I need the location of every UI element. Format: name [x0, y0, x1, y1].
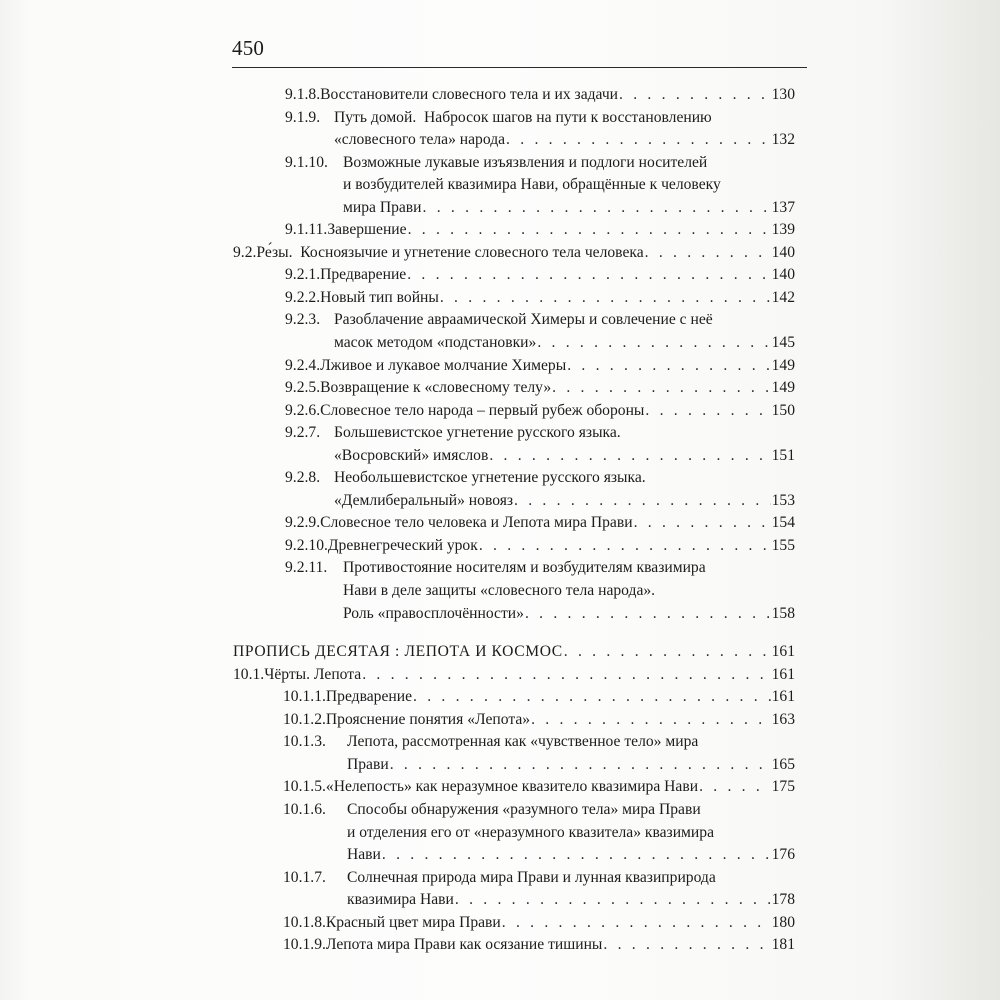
toc-entry-title: Лживое и лукавое молчание Химеры [320, 356, 567, 374]
toc-subsection [245, 264, 795, 287]
toc-entry-title: Лепота мира Прави как осязание тишины [325, 936, 603, 954]
toc-entry-number: 9.2.8. [285, 469, 321, 487]
table-of-contents [233, 84, 795, 957]
toc-subsection [245, 219, 795, 242]
toc-entry-title: мира Прави [343, 198, 422, 216]
toc-dot-leader [407, 264, 770, 287]
toc-entry-title: Предварение [320, 266, 407, 284]
toc-dot-leader [699, 776, 771, 799]
toc-subsection [245, 776, 795, 799]
toc-page-ref: 139 [771, 221, 795, 239]
page-number: 450 [232, 36, 265, 60]
toc-entry-number: 9.1.11. [285, 221, 328, 239]
toc-subsection [245, 799, 795, 867]
toc-entry-number: 10.1.3. [283, 733, 326, 751]
toc-subsection [245, 287, 795, 310]
toc-dot-leader [440, 287, 771, 310]
header-rule [232, 67, 807, 68]
toc-entry-title: Нави [347, 846, 381, 864]
toc-entry-number: 9.2.1. [285, 266, 321, 284]
toc-dot-leader [645, 242, 771, 265]
toc-subsection [245, 84, 795, 107]
toc-entry-title: «Восровский» имяслов [334, 446, 489, 464]
toc-dot-leader [362, 664, 770, 687]
toc-entry-number: 10.1.8. [283, 913, 326, 931]
toc-section [233, 664, 795, 687]
toc-dot-leader [382, 844, 771, 867]
toc-entry-title: квазимира Нави [347, 891, 454, 909]
toc-entry-title: Ре́зы. Косноязычие и угнетение словесного тела человека [256, 243, 644, 261]
toc-dot-leader [455, 889, 771, 912]
toc-page-ref: 140 [771, 266, 795, 284]
toc-subsection [245, 686, 795, 709]
toc-subsection [245, 535, 795, 558]
toc-entry-title: Противостояние носителям и возбудителям квазимира [343, 559, 706, 577]
toc-subsection [245, 512, 795, 535]
toc-dot-leader [390, 754, 771, 777]
toc-entry-title: Возможные лукавые изъязвления и подлоги носителей [343, 153, 708, 171]
toc-entry-number: 9.2.6. [285, 401, 321, 419]
toc-page-ref: 161 [771, 665, 795, 683]
toc-entry-number: 10.1. [233, 665, 265, 683]
toc-entry-title: «словесного тела» народа [334, 131, 506, 149]
toc-page-ref: 158 [771, 604, 795, 622]
toc-page-ref: 130 [771, 86, 795, 103]
toc-entry-title: Нави в деле защиты «словесного тела народа». [343, 582, 656, 600]
toc-entry-number: 9.2.2. [285, 288, 321, 306]
toc-page-ref: 175 [771, 778, 795, 796]
toc-subsection [245, 152, 795, 220]
toc-subsection [245, 709, 795, 732]
toc-entry-number: 10.1.1. [283, 688, 326, 706]
toc-dot-leader [603, 934, 770, 957]
toc-entry-number: 9.1.9. [285, 108, 321, 126]
toc-entry-number: 9.1.10. [285, 153, 328, 171]
toc-page-ref: 161 [771, 643, 795, 661]
toc-subsection [245, 400, 795, 423]
toc-entry-title: и отделения его от «неразумного квазитела» квазимира [347, 823, 714, 841]
toc-page-ref: 140 [771, 243, 795, 261]
toc-entry-title: Разоблачение авраамической Химеры и совлечение с неё [334, 311, 713, 329]
toc-page-ref: 150 [771, 401, 795, 419]
toc-subsection [245, 355, 795, 378]
toc-entry-title: «Нелепость» как неразумное квазитело квазимира Нави [325, 778, 699, 796]
toc-page-ref: 161 [771, 688, 795, 706]
toc-dot-leader [564, 641, 771, 664]
toc-entry-title: Возвращение к «словесному телу» [320, 379, 552, 397]
toc-entry-title: Древнегреческий урок [327, 536, 478, 554]
toc-page-ref: 163 [771, 710, 795, 728]
toc-page-ref: 145 [771, 334, 795, 352]
toc-entry-number: 9.2.4. [285, 356, 321, 374]
toc-subsection [245, 422, 795, 467]
toc-dot-leader [645, 400, 770, 423]
toc-entry-number: 9.2.11. [285, 559, 328, 577]
toc-entry-title: Необольшевистское угнетение русского языка. [334, 469, 646, 487]
toc-subsection [245, 377, 795, 400]
toc-subsection [245, 467, 795, 512]
toc-page-ref: 132 [771, 131, 795, 149]
toc-dot-leader [423, 197, 771, 220]
toc-entry-title: «Демлиберальный» новояз [334, 491, 514, 509]
toc-entry-title: Восстановители словесного тела и их задачи [320, 86, 619, 103]
toc-subsection [245, 107, 795, 152]
toc-dot-leader [479, 535, 771, 558]
toc-entry-title: Словесное тело народа – первый рубеж обороны [320, 401, 645, 419]
toc-entry-title: Завершение [327, 221, 407, 239]
toc-page-ref: 137 [771, 198, 795, 216]
toc-subsection [245, 912, 795, 935]
toc-dot-leader [514, 490, 771, 513]
toc-entry-number: 10.1.5. [283, 778, 326, 796]
toc-entry-number: 10.1.2. [283, 710, 326, 728]
toc-dot-leader [489, 445, 770, 468]
toc-entry-title: Способы обнаружения «разумного тела» мира Прави [347, 800, 701, 818]
toc-subsection [245, 309, 795, 354]
toc-entry-number: 10.1.7. [283, 868, 326, 886]
toc-entry-title: Путь домой. Набросок шагов на пути к восстановлению [334, 108, 712, 126]
toc-entry-title: Солнечная природа мира Прави и лунная квазиприрода [347, 868, 716, 886]
toc-page-ref: 155 [771, 536, 795, 554]
toc-page-ref: 165 [771, 755, 795, 773]
toc-page-ref: 142 [771, 288, 795, 306]
toc-entry-number: 9.2. [233, 243, 257, 261]
toc-dot-leader [537, 332, 770, 355]
toc-entry-number: 9.1.8. [285, 86, 321, 103]
toc-page-ref: 154 [771, 514, 795, 532]
toc-entry-title: Чёрты. Лепота [264, 665, 362, 683]
toc-dot-leader [567, 355, 770, 378]
toc-entry-title: Предварение [325, 688, 413, 706]
toc-entry-number: 10.1.9. [283, 936, 326, 954]
toc-page-ref: 180 [771, 913, 795, 931]
toc-subsection [245, 867, 795, 912]
toc-entry-title: Словесное тело человека и Лепота мира Прави [320, 514, 633, 532]
toc-dot-leader [531, 709, 771, 732]
toc-page-ref: 153 [771, 491, 795, 509]
toc-entry-title: Роль «правосплочённости» [343, 604, 524, 622]
toc-entry-title: Большевистское угнетение русского языка. [334, 424, 621, 442]
toc-entry-title: Новый тип войны [320, 288, 439, 306]
toc-entry-number: 9.2.10. [285, 536, 328, 554]
toc-dot-leader [525, 603, 771, 626]
toc-entry-title: масок методом «подстановки» [334, 334, 537, 352]
toc-dot-leader [619, 84, 771, 107]
toc-entry-number: 9.2.9. [285, 514, 321, 532]
toc-entry-number: 9.2.5. [285, 379, 321, 397]
toc-entry-number: 9.2.7. [285, 424, 321, 442]
toc-entry-title: ПРОПИСЬ ДЕСЯТАЯ : ЛЕПОТА И КОСМОС [233, 643, 563, 661]
toc-subsection [245, 731, 795, 776]
toc-entry-title: и возбудителей квазимира Нави, обращённые к человеку [343, 176, 721, 194]
toc-page-ref: 149 [771, 379, 795, 397]
toc-chapter [233, 641, 795, 664]
toc-dot-leader [408, 219, 771, 242]
toc-entry-number: 10.1.6. [283, 800, 326, 818]
toc-dot-leader [634, 512, 771, 535]
toc-dot-leader [413, 686, 771, 709]
toc-page-ref: 151 [771, 446, 795, 464]
toc-page-ref: 176 [771, 846, 795, 864]
toc-subsection [245, 934, 795, 957]
toc-page-ref: 149 [771, 356, 795, 374]
toc-dot-leader [552, 377, 770, 400]
toc-entry-title: Лепота, рассмотренная как «чувственное тело» мира [347, 733, 699, 751]
toc-entry-number: 9.2.3. [285, 311, 321, 329]
toc-page-ref: 181 [771, 936, 795, 954]
toc-entry-title: Прояснение понятия «Лепота» [325, 710, 531, 728]
toc-page-ref: 178 [771, 891, 795, 909]
toc-entry-title: Прави [347, 755, 389, 773]
toc-section [233, 242, 795, 265]
toc-dot-leader [506, 129, 771, 152]
toc-subsection [245, 557, 795, 625]
toc-dot-leader [502, 912, 771, 935]
toc-entry-title: Красный цвет мира Прави [325, 913, 501, 931]
